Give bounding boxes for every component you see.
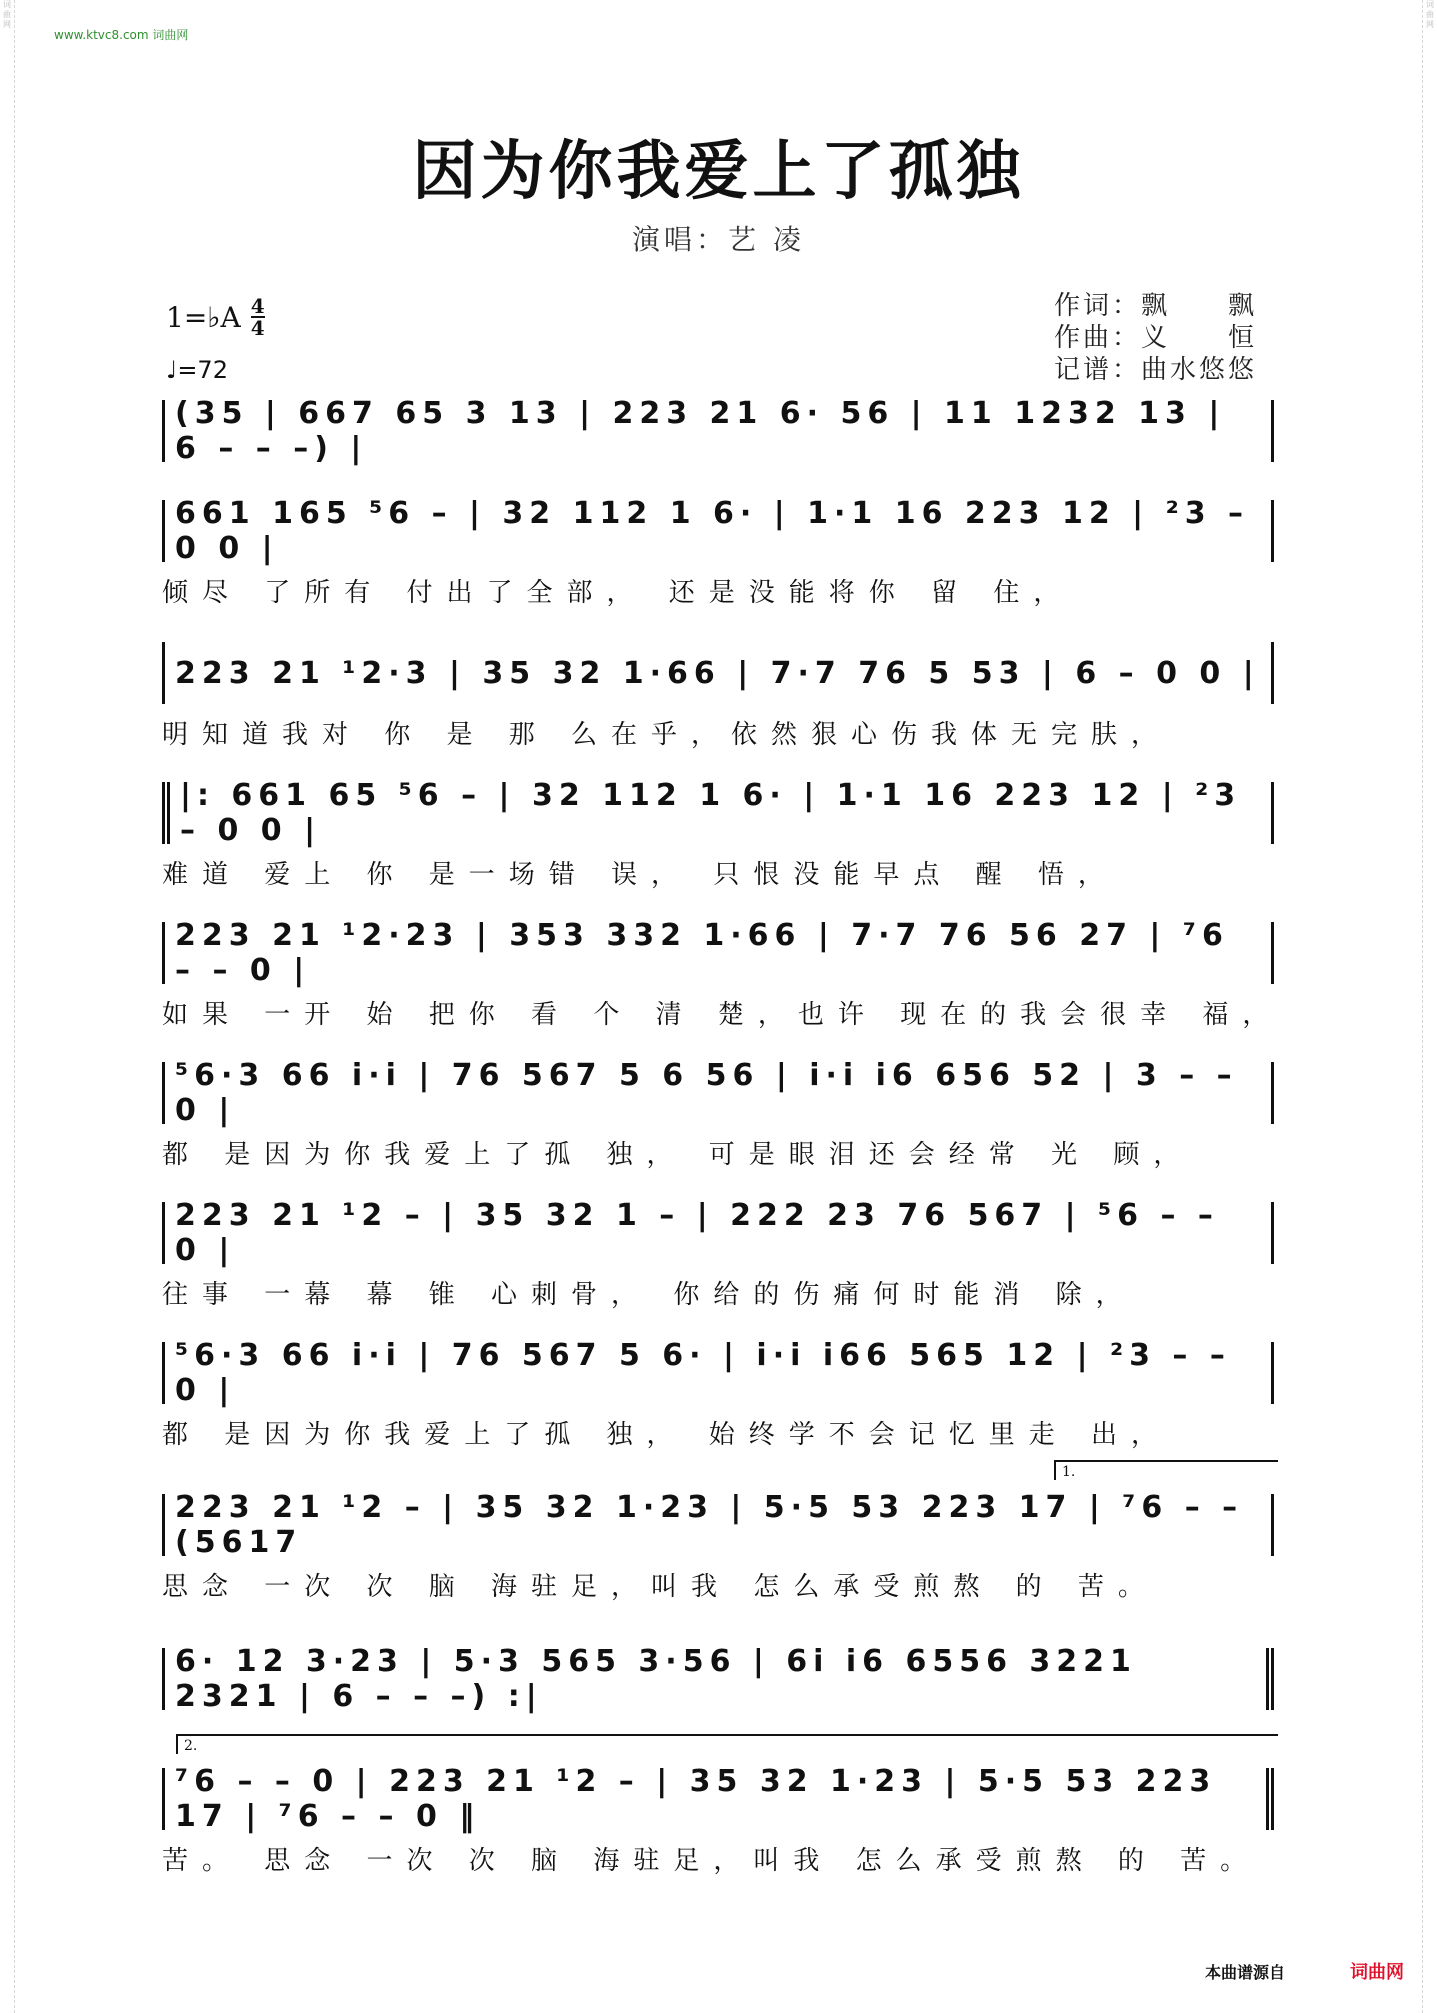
notator-credit: 记谱：曲水悠悠 [1054, 355, 1258, 385]
time-bottom: 4 [250, 316, 265, 340]
left-watermark-strip [0, 0, 15, 2013]
lyrics-row: 难道 爱上 你 是一场错 误， 只恨没能早点 醒 悟， [162, 860, 1118, 890]
lyrics-row: 明知道我对 你 是 那 么在乎，依然狠心伤我体无完肤， [162, 720, 1172, 750]
notation-row: 6· 12 3·23 | 5·3 565 3·56 | 6i i6 6556 3221 2321 | 6 – – –) :| [162, 1648, 1274, 1710]
volta-label: 2. [184, 1738, 198, 1754]
time-signature [251, 296, 265, 338]
notation-row: 223 21 ¹2·23 | 353 332 1·66 | 7·7 76 56 27 | ⁷6 – – 0 | [162, 922, 1274, 984]
edge-watermark-text: 词曲网 [1426, 0, 1434, 29]
lyrics-row: 倾尽 了所有 付出了全部， 还是没能将你 留 住， [162, 578, 1074, 608]
second-ending-bracket [176, 1734, 1278, 1754]
lyrics-row: 都 是因为你我爱上了孤 独， 始终学不会记忆里走 出， [162, 1420, 1172, 1450]
notation-row: ⁵6·3 66 i·i | 76 567 5 6· | i·i i66 565 12 | ²3 – – 0 | [162, 1342, 1274, 1404]
notation-row: ⁷6 – – 0 | 223 21 ¹2 – | 35 32 1·23 | 5·5 53 223 17 | ⁷6 – – 0 ‖ [162, 1768, 1274, 1830]
credits-block [1054, 290, 1257, 386]
notation-row: ⁵6·3 66 i·i | 76 567 5 6 56 | i·i i6 656 52 | 3 – – 0 | [162, 1062, 1274, 1124]
score-line-2 [162, 496, 1274, 609]
score-line-11 [162, 1764, 1274, 1877]
score-line-9 [162, 1490, 1274, 1603]
score-line-7 [162, 1198, 1274, 1311]
source-site-link[interactable]: 词曲网 [1350, 1962, 1404, 1983]
notation-row: 661 165 ⁵6 – | 32 112 1 6· | 1·1 16 223 12 | ²3 – 0 0 | [162, 500, 1274, 562]
score-line-5 [162, 918, 1283, 1031]
lyrics-row: 往事 一幕 幕 锥 心刺骨， 你给的伤痛何时能消 除， [162, 1280, 1136, 1310]
first-ending-bracket [1054, 1460, 1278, 1480]
lyrics-row: 如果 一开 始 把你 看 个 清 楚，也许 现在的我会很幸 福， [162, 1000, 1283, 1030]
notation-row: 223 21 ¹2 – | 35 32 1·23 | 5·5 53 223 17 | ⁷6 – –(5617 [162, 1494, 1274, 1556]
song-title: 因为你我爱上了孤独 [412, 134, 1025, 209]
notation-row: 223 21 ¹2 – | 35 32 1 – | 222 23 76 567 | ⁵6 – – 0 | [162, 1202, 1274, 1264]
site-header-link[interactable]: www.ktvc8.com 词曲网 [54, 28, 189, 42]
score-line-3 [162, 642, 1274, 751]
score-line-6 [162, 1058, 1274, 1171]
notation-row: |: 661 65 ⁵6 – | 32 112 1 6· | 1·1 16 223 12 | ²3 – 0 0 | [162, 782, 1274, 844]
edge-watermark-text: 词曲网 [3, 0, 11, 29]
lyrics-row: 苦。 思念 一次 次 脑 海驻足，叫我 怎么承受煎熬 的 苦。 [162, 1846, 1261, 1876]
lyrics-row: 思念 一次 次 脑 海驻足，叫我 怎么承受煎熬 的 苦。 [162, 1572, 1158, 1602]
score-line-4 [162, 778, 1274, 891]
key-label: 1=♭A [166, 300, 241, 334]
tempo-mark: ♩=72 [166, 356, 228, 384]
key-signature [166, 296, 265, 338]
score-line-10 [162, 1644, 1274, 1720]
lyrics-row: 都 是因为你我爱上了孤 独， 可是眼泪还会经常 光 顾， [162, 1140, 1194, 1170]
score-line-1 [162, 396, 1274, 472]
notation-row: 223 21 ¹2·3 | 35 32 1·66 | 7·7 76 5 53 | 6 – 0 0 | [162, 642, 1274, 704]
notation-row: (35 | 667 65 3 13 | 223 21 6· 56 | 11 1232 13 | 6 – – –) | [162, 400, 1274, 462]
composer-credit: 作曲：义 恒 [1054, 323, 1258, 353]
right-watermark-strip [1422, 0, 1437, 2013]
singer-credit: 演唱：艺 凌 [632, 223, 805, 256]
volta-label: 1. [1062, 1464, 1076, 1480]
lyricist-credit: 作词：飘 飘 [1054, 291, 1258, 321]
score-line-8 [162, 1338, 1274, 1451]
source-label: 本曲谱源自 [1205, 1963, 1286, 1982]
time-top: 4 [250, 294, 265, 318]
